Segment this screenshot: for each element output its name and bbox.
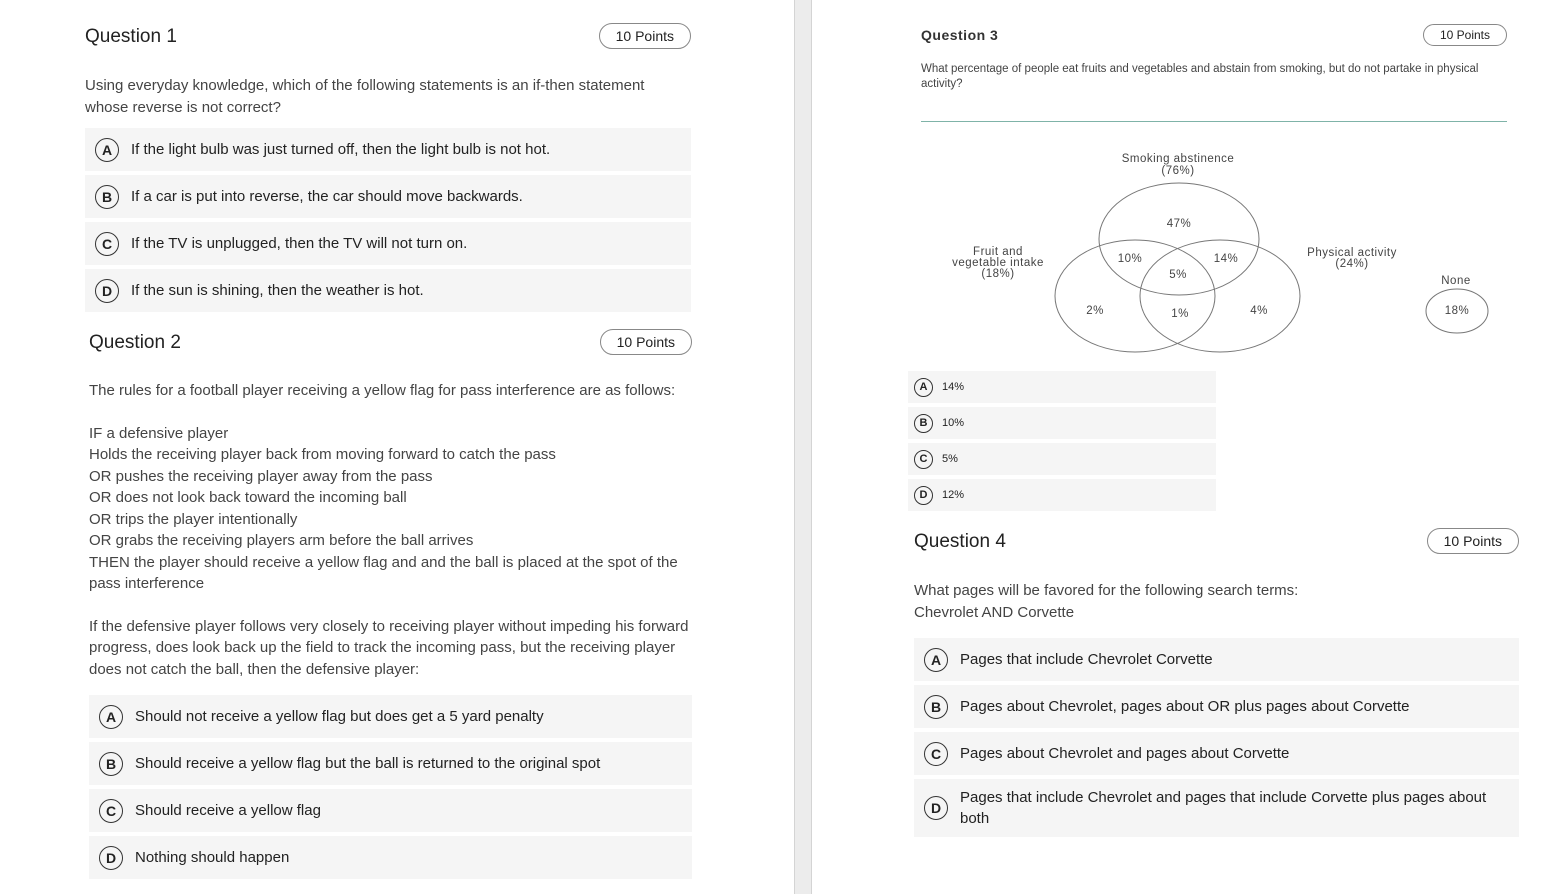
option-label: Pages that include Chevrolet Corvette: [960, 651, 1213, 668]
question-4-option-b[interactable]: [914, 685, 1519, 728]
region-smoking-physical: 14%: [1213, 253, 1239, 265]
question-2-option-d[interactable]: [89, 836, 692, 879]
option-label: 5%: [942, 452, 958, 465]
question-2-points-badge: 10 Points: [600, 329, 692, 355]
question-2-option-c[interactable]: [89, 789, 692, 832]
rule-line: THEN the player should receive a yellow flag and and the ball is placed at the spot of the pass interference: [89, 553, 678, 592]
option-label: Should receive a yellow flag: [135, 802, 321, 819]
question-1-options: [85, 128, 691, 312]
smoking-label: Smoking abstinence: [1121, 153, 1235, 165]
question-2: [89, 329, 692, 883]
question-2-intro: The rules for a football player receiving a yellow flag for pass interference are as follows:: [89, 382, 676, 399]
question-2-options: [89, 695, 692, 879]
question-4-option-c[interactable]: [914, 732, 1519, 775]
question-1: [85, 23, 691, 316]
fruit-label-line1: Fruit and: [973, 246, 1023, 258]
option-letter-badge: C: [99, 799, 123, 823]
question-4-option-d[interactable]: [914, 779, 1519, 837]
question-4-prompt-line2: Chevrolet AND Corvette: [914, 603, 1075, 621]
option-letter-badge: A: [924, 648, 948, 672]
question-1-option-d[interactable]: [85, 269, 691, 312]
question-3-option-a[interactable]: [908, 371, 1216, 403]
question-4-prompt: [914, 580, 1519, 623]
question-3: [921, 24, 1507, 92]
question-3-points-badge: 10 Points: [1423, 24, 1507, 46]
smoking-pct: (76%): [1161, 165, 1195, 177]
question-3-title: Question 3: [921, 27, 999, 43]
option-label: Should receive a yellow flag but the ball is returned to the original spot: [135, 755, 601, 772]
option-letter-badge: D: [914, 486, 933, 505]
panel-divider: [794, 0, 812, 894]
option-label: 14%: [942, 380, 965, 393]
question-3-separator: [921, 121, 1507, 122]
question-2-header: [89, 329, 692, 359]
option-label: If the TV is unplugged, then the TV will not turn on.: [131, 235, 468, 252]
none-label: None: [1441, 275, 1471, 287]
question-4-options: [914, 638, 1519, 837]
region-fruit-smoking: 10%: [1117, 253, 1143, 265]
question-3-prompt: What percentage of people eat fruits and vegetables and abstain from smoking, but do not partake in physical activity?: [921, 63, 1479, 90]
option-label: 10%: [942, 416, 965, 429]
region-smoking-only: 47%: [1166, 218, 1192, 230]
question-1-prompt: Using everyday knowledge, which of the following statements is an if-then statement whose reverse is not correct?: [85, 77, 645, 116]
option-label: Nothing should happen: [135, 849, 290, 866]
question-2-title: Question 2: [89, 332, 181, 353]
option-letter-badge: B: [914, 414, 933, 433]
physical-label: Physical activity: [1307, 247, 1397, 259]
rule-line: OR trips the player intentionally: [89, 510, 298, 528]
rule-line: OR does not look back toward the incoming ball: [89, 489, 407, 506]
question-4-prompt-line1: What pages will be favored for the following search terms:: [914, 582, 1299, 599]
option-letter-badge: B: [924, 695, 948, 719]
question-4-option-a[interactable]: [914, 638, 1519, 681]
option-label: Pages that include Chevrolet and pages that include Corvette plus pages about both: [960, 789, 1487, 827]
option-letter-badge: A: [95, 138, 119, 162]
question-4-header: [914, 528, 1519, 558]
question-3-option-b[interactable]: [908, 407, 1216, 439]
question-4: [914, 528, 1519, 841]
option-label: Pages about Chevrolet, pages about OR plus pages about Corvette: [960, 698, 1410, 715]
rule-line: OR grabs the receiving players arm before the ball arrives: [89, 532, 474, 549]
option-label: If the light bulb was just turned off, then the light bulb is not hot.: [131, 141, 551, 158]
option-letter-badge: C: [95, 232, 119, 256]
fruit-label-line2: vegetable intake: [952, 257, 1044, 269]
question-1-points-badge: 10 Points: [599, 23, 691, 49]
region-fruit-physical: 1%: [1171, 308, 1189, 320]
question-3-option-d[interactable]: [908, 479, 1216, 511]
question-1-option-c[interactable]: [85, 222, 691, 265]
option-label: If the sun is shining, then the weather is hot.: [131, 282, 424, 299]
question-3-option-c[interactable]: [908, 443, 1216, 475]
option-letter-badge: D: [924, 796, 948, 820]
region-fruit-only: 2%: [1086, 305, 1104, 317]
fruit-pct: (18%): [981, 268, 1015, 280]
question-3-options: [908, 371, 1216, 515]
question-1-header: [85, 23, 691, 53]
question-2-rules: [89, 423, 692, 595]
option-letter-badge: C: [914, 450, 933, 469]
question-2-option-b[interactable]: [89, 742, 692, 785]
option-letter-badge: A: [99, 705, 123, 729]
question-3-header: [921, 24, 1507, 48]
option-letter-badge: A: [914, 378, 933, 397]
option-letter-badge: D: [95, 279, 119, 303]
question-4-points-badge: 10 Points: [1427, 528, 1519, 554]
physical-pct: (24%): [1335, 258, 1369, 270]
question-2-option-a[interactable]: [89, 695, 692, 738]
question-2-scenario: If the defensive player follows very closely to receiving player without impeding his forward progress, does look back up the field to track the incoming pass, but the receiving player does not catch the ball, then the defensive player:: [89, 617, 689, 678]
option-label: Should not receive a yellow flag but does get a 5 yard penalty: [135, 708, 544, 725]
region-all-three: 5%: [1169, 269, 1187, 281]
option-label: 12%: [942, 488, 965, 501]
none-value: 18%: [1444, 305, 1470, 317]
option-label: Pages about Chevrolet and pages about Corvette: [960, 745, 1290, 762]
question-1-title: Question 1: [85, 26, 177, 47]
option-letter-badge: B: [95, 185, 119, 209]
rule-line: IF a defensive player: [89, 424, 229, 442]
question-1-option-a[interactable]: [85, 128, 691, 171]
option-letter-badge: D: [99, 846, 123, 870]
question-1-option-b[interactable]: [85, 175, 691, 218]
rule-line: OR pushes the receiving player away from the pass: [89, 467, 433, 485]
rule-line: Holds the receiving player back from moving forward to catch the pass: [89, 446, 556, 463]
venn-diagram: [920, 140, 1520, 365]
option-label: If a car is put into reverse, the car should move backwards.: [131, 188, 523, 205]
question-4-title: Question 4: [914, 531, 1006, 552]
option-letter-badge: B: [99, 752, 123, 776]
option-letter-badge: C: [924, 742, 948, 766]
region-physical-only: 4%: [1250, 305, 1268, 317]
